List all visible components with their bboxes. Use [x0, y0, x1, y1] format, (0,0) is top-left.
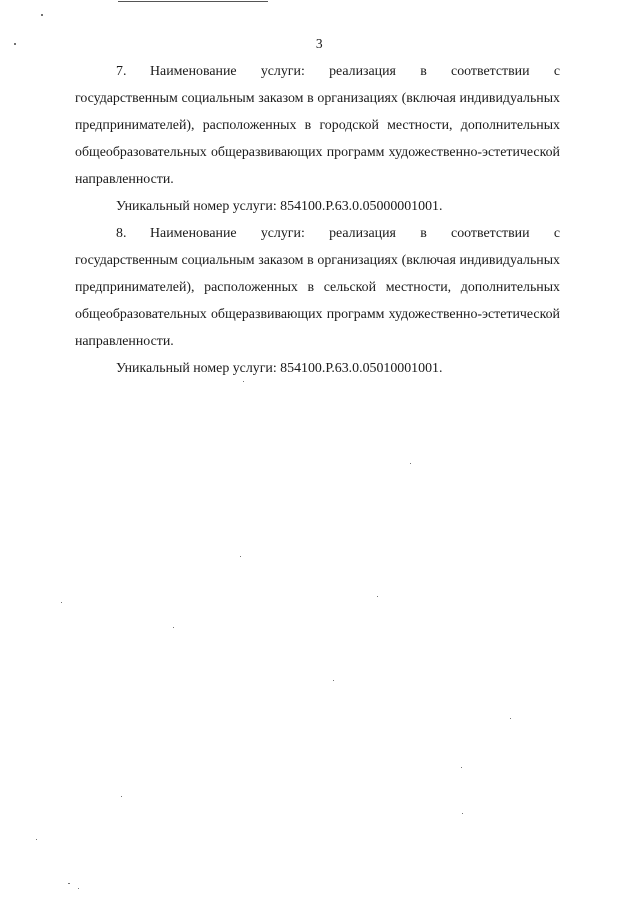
page-number: 3: [315, 36, 324, 51]
service-item-8: [75, 220, 560, 355]
service-description: Наименование услуги: реализация в соответствии с государственным социальным заказом в организациях (включая индивидуальных предпринимателей), расположенных в городской местности, дополнительных общеобразовательных общеразвивающих программ художественно-эстетической направленности.: [75, 64, 560, 187]
scan-speck: [377, 596, 378, 597]
unique-service-number-8: Уникальный номер услуги: 854100.Р.63.0.05010001001.: [116, 361, 443, 376]
scan-speck: [121, 796, 122, 797]
scan-speck: [461, 767, 462, 768]
scan-speck: [68, 883, 70, 884]
unique-service-number-7: Уникальный номер услуги: 854100.Р.63.0.05000001001.: [116, 199, 443, 214]
scan-speck: [240, 556, 241, 557]
service-item-7: [75, 58, 560, 193]
top-edge-line: [118, 1, 268, 2]
document-body: [75, 58, 560, 382]
service-description: Наименование услуги: реализация в соответствии с государственным социальным заказом в организациях (включая индивидуальных предпринимателей), расположенных в сельской местности, дополнительных общеобразовательных общеразвивающих программ художественно-эстетической направленности.: [75, 226, 560, 349]
scan-speck: [36, 839, 37, 840]
scan-speck: [173, 627, 174, 628]
scan-speck: [41, 14, 43, 16]
item-number: 7.: [116, 64, 127, 79]
scan-speck: [510, 718, 511, 719]
scan-speck: [61, 602, 62, 603]
scan-speck: [410, 463, 411, 464]
item-number: 8.: [116, 226, 127, 241]
scan-speck: [462, 813, 463, 814]
scan-speck: [78, 888, 79, 889]
scan-speck: [333, 680, 334, 681]
